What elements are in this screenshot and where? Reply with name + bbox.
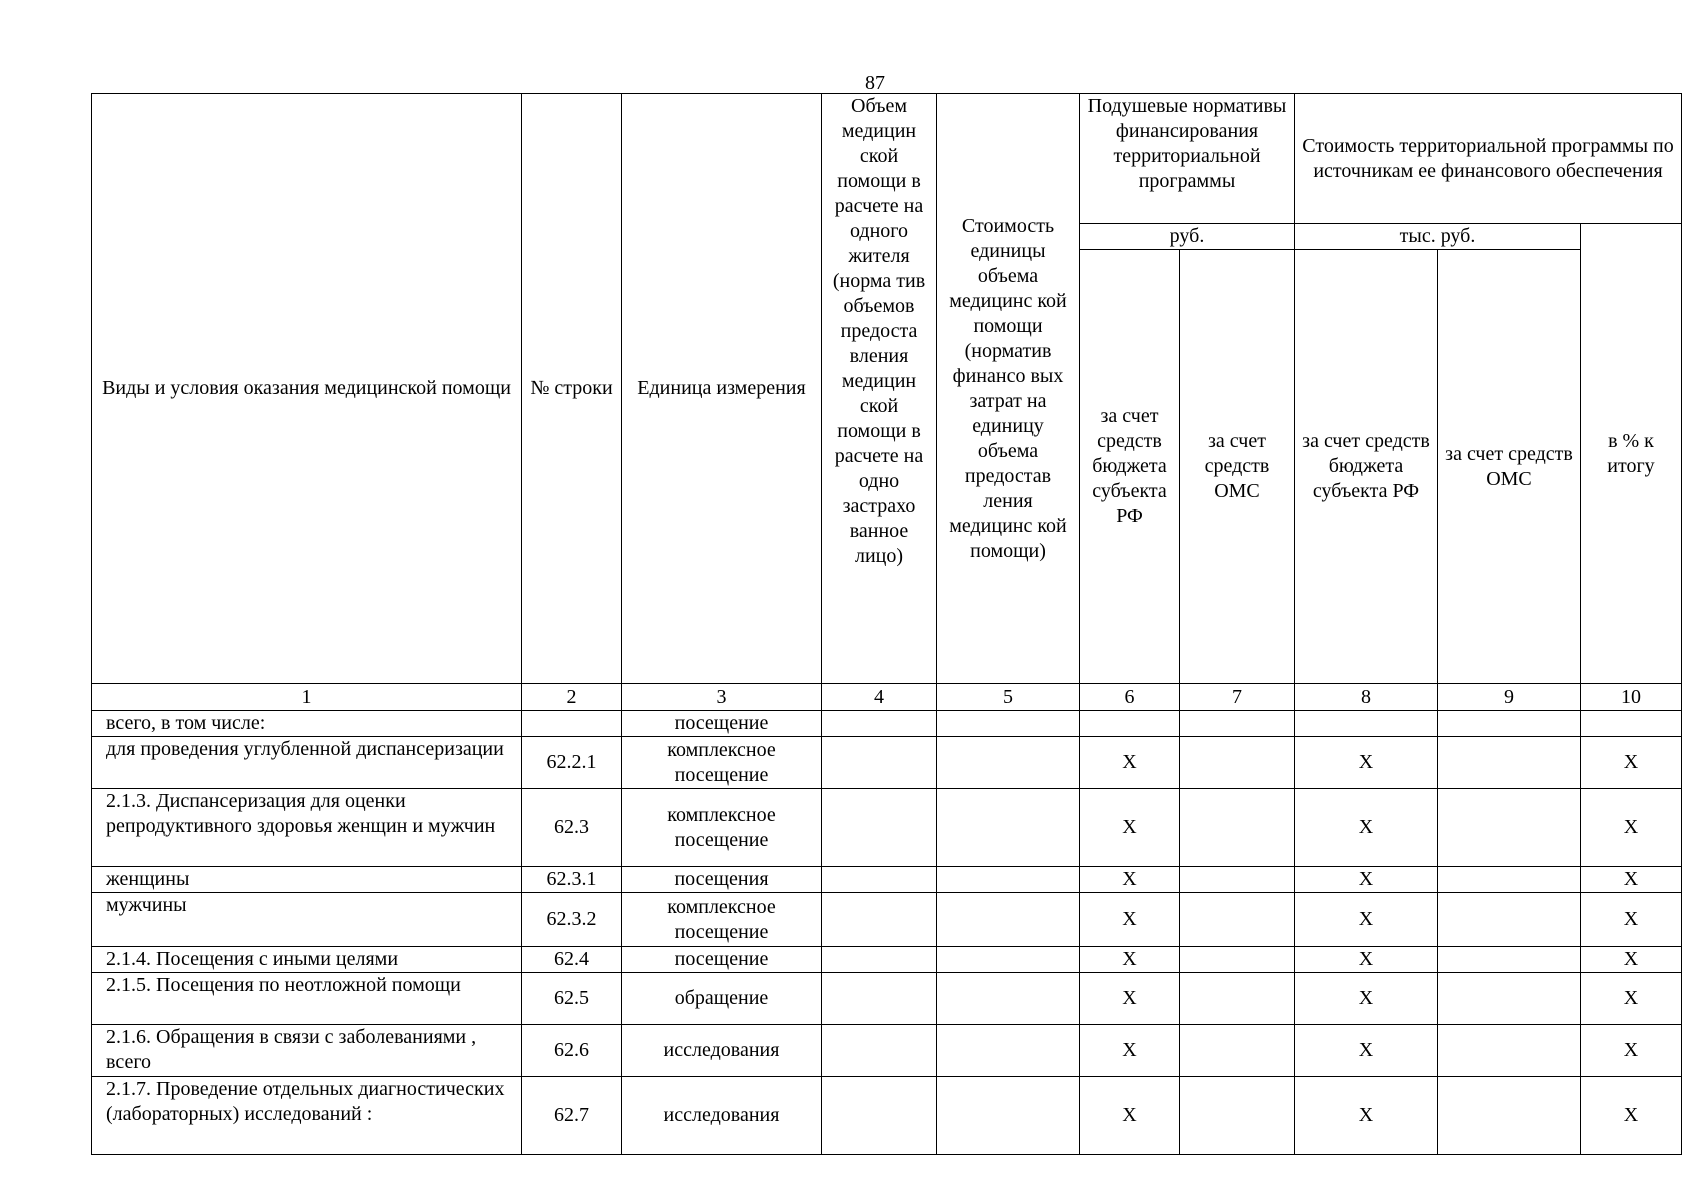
row-name: 2.1.3. Диспансеризация для оценки репродуктивного здоровья женщин и мужчин — [92, 789, 522, 867]
row-value — [822, 1077, 937, 1155]
column-number: 1 — [92, 684, 522, 711]
row-value: Х — [1295, 1025, 1438, 1077]
header-unit-thousand-rub: тыс. руб. — [1295, 224, 1581, 250]
row-value — [1438, 789, 1581, 867]
row-value: Х — [1295, 1077, 1438, 1155]
row-value: Х — [1295, 973, 1438, 1025]
row-value — [1438, 1077, 1581, 1155]
row-value — [937, 711, 1080, 737]
header-oms-cost: за счет средств ОМС — [1438, 250, 1581, 684]
header-budget-cost: за счет средств бюджета субъекта РФ — [1295, 250, 1438, 684]
row-value — [1438, 711, 1581, 737]
row-value — [1438, 737, 1581, 789]
table-row — [92, 973, 1682, 1025]
table-row — [92, 947, 1682, 973]
header-service-type: Виды и условия оказания медицинской помощи — [92, 94, 522, 684]
row-value — [1438, 893, 1581, 947]
row-number: 62.3 — [522, 789, 622, 867]
row-value — [937, 1025, 1080, 1077]
row-value — [1080, 711, 1180, 737]
table-row — [92, 893, 1682, 947]
row-value — [937, 1077, 1080, 1155]
row-value: Х — [1080, 973, 1180, 1025]
row-value — [937, 867, 1080, 893]
row-value: Х — [1295, 737, 1438, 789]
column-number: 9 — [1438, 684, 1581, 711]
row-number — [522, 711, 622, 737]
row-value: Х — [1080, 867, 1180, 893]
row-value: Х — [1581, 737, 1682, 789]
row-unit: посещение — [622, 947, 822, 973]
row-value — [822, 867, 937, 893]
row-value — [1438, 947, 1581, 973]
column-number: 8 — [1295, 684, 1438, 711]
row-value — [822, 789, 937, 867]
header-oms-per-capita: за счет средств ОМС — [1180, 250, 1295, 684]
row-value — [1438, 867, 1581, 893]
row-value: Х — [1581, 947, 1682, 973]
column-number: 7 — [1180, 684, 1295, 711]
row-unit: комплексное посещение — [622, 789, 822, 867]
header-unit-cost: Стоимость единицы объема медицинс кой помощи (норматив финансо вых затрат на единицу объема предостав ления медицинс кой помощи) — [937, 94, 1080, 684]
row-value: Х — [1581, 1025, 1682, 1077]
header-row-number: № строки — [522, 94, 622, 684]
header-budget-per-capita: за счет средств бюджета субъекта РФ — [1080, 250, 1180, 684]
table-row — [92, 789, 1682, 867]
header-program-cost: Стоимость территориальной программы по источникам ее финансового обеспечения — [1295, 94, 1682, 224]
header-per-capita-norms: Подушевые нормативы финансирования территориальной программы — [1080, 94, 1295, 224]
column-number: 6 — [1080, 684, 1180, 711]
row-value — [1180, 947, 1295, 973]
row-unit: исследования — [622, 1025, 822, 1077]
row-name: 2.1.6. Обращения в связи с заболеваниями , всего — [92, 1025, 522, 1077]
row-value: Х — [1581, 973, 1682, 1025]
header-percent-of-total: в % к итогу — [1581, 224, 1682, 684]
row-unit: исследования — [622, 1077, 822, 1155]
row-value: Х — [1295, 867, 1438, 893]
table-row — [92, 867, 1682, 893]
row-name: мужчины — [92, 893, 522, 947]
row-value — [1180, 737, 1295, 789]
row-value — [822, 893, 937, 947]
financing-table — [91, 93, 1682, 1155]
row-value — [937, 737, 1080, 789]
row-value: Х — [1080, 737, 1180, 789]
row-value — [822, 947, 937, 973]
row-value — [937, 973, 1080, 1025]
row-value — [1180, 1077, 1295, 1155]
row-value: Х — [1295, 947, 1438, 973]
row-value: Х — [1295, 789, 1438, 867]
table-row — [92, 1077, 1682, 1155]
row-number: 62.4 — [522, 947, 622, 973]
row-value: Х — [1080, 789, 1180, 867]
header-volume-per-resident: Объем медицин ской помощи в расчете на одного жителя (норма тив объемов предоста вления медицин ской помощи в расчете на одно застрахо ванное лицо) — [822, 94, 937, 684]
row-name: 2.1.5. Посещения по неотложной помощи — [92, 973, 522, 1025]
row-value: Х — [1295, 893, 1438, 947]
row-value — [822, 1025, 937, 1077]
row-name: всего, в том числе: — [92, 711, 522, 737]
row-value: Х — [1581, 789, 1682, 867]
row-unit: комплексное посещение — [622, 737, 822, 789]
row-value — [822, 973, 937, 1025]
table-row — [92, 1025, 1682, 1077]
row-value: Х — [1581, 1077, 1682, 1155]
row-unit: посещения — [622, 867, 822, 893]
row-value — [1180, 893, 1295, 947]
row-value — [822, 711, 937, 737]
header-unit: Единица измерения — [622, 94, 822, 684]
row-number: 62.2.1 — [522, 737, 622, 789]
column-number: 5 — [937, 684, 1080, 711]
row-name: для проведения углубленной диспансеризации — [92, 737, 522, 789]
row-value — [1180, 1025, 1295, 1077]
row-number: 62.6 — [522, 1025, 622, 1077]
row-number: 62.5 — [522, 973, 622, 1025]
row-name: женщины — [92, 867, 522, 893]
column-number: 10 — [1581, 684, 1682, 711]
row-value: Х — [1581, 867, 1682, 893]
row-value — [1180, 973, 1295, 1025]
row-value — [937, 789, 1080, 867]
row-number: 62.7 — [522, 1077, 622, 1155]
column-number: 4 — [822, 684, 937, 711]
row-unit: комплексное посещение — [622, 893, 822, 947]
row-value — [937, 893, 1080, 947]
row-value — [1581, 711, 1682, 737]
row-value: Х — [1581, 893, 1682, 947]
row-value: Х — [1080, 1025, 1180, 1077]
table-row — [92, 711, 1682, 737]
row-value: Х — [1080, 1077, 1180, 1155]
row-number: 62.3.2 — [522, 893, 622, 947]
row-value — [1180, 711, 1295, 737]
header-unit-rub: руб. — [1080, 224, 1295, 250]
table-row — [92, 737, 1682, 789]
row-value: Х — [1080, 947, 1180, 973]
row-value — [937, 947, 1080, 973]
row-value — [1180, 867, 1295, 893]
row-number: 62.3.1 — [522, 867, 622, 893]
row-value — [1180, 789, 1295, 867]
row-unit: обращение — [622, 973, 822, 1025]
column-number: 2 — [522, 684, 622, 711]
page-number: 87 — [865, 72, 885, 94]
row-value — [1438, 1025, 1581, 1077]
row-value — [1438, 973, 1581, 1025]
row-value — [1295, 711, 1438, 737]
row-value: Х — [1080, 893, 1180, 947]
row-name: 2.1.7. Проведение отдельных диагностических (лабораторных) исследований : — [92, 1077, 522, 1155]
row-unit: посещение — [622, 711, 822, 737]
column-number: 3 — [622, 684, 822, 711]
row-name: 2.1.4. Посещения с иными целями — [92, 947, 522, 973]
row-value — [822, 737, 937, 789]
column-number-row — [92, 684, 1682, 711]
